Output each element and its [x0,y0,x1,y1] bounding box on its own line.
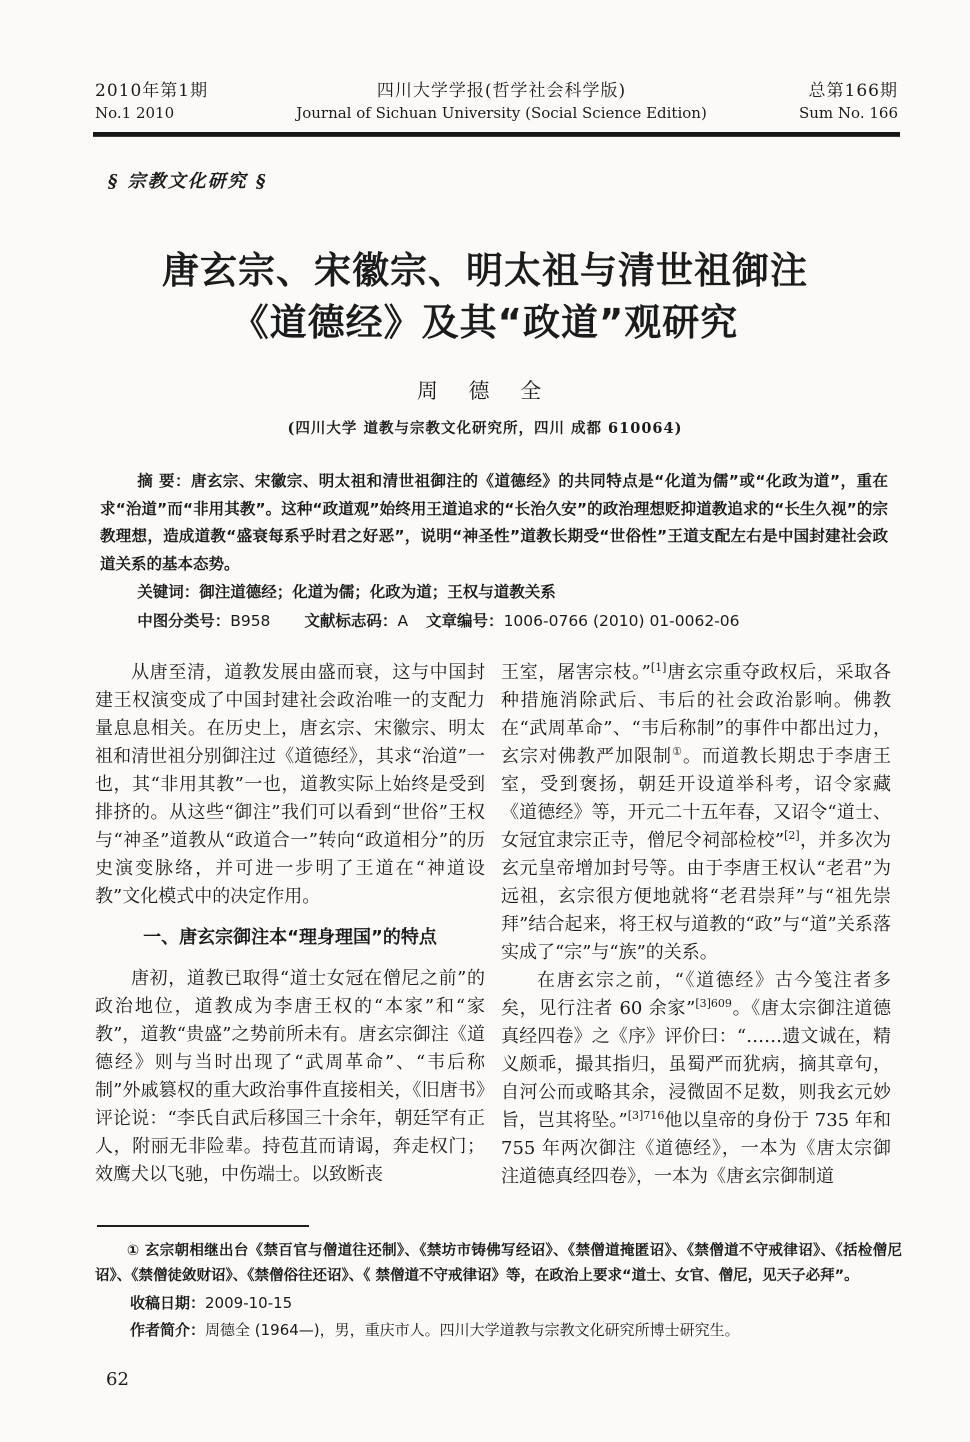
abstract-label: 摘 要： [137,472,191,490]
sum-number-cn: 总第166期 [808,81,898,101]
paragraph: 从唐至清，道教发展由盛而衰，这与中国封建王权演变成了中国封建社会政治唯一的支配力量息息相关。在历史上，唐玄宗、宋徽宗、明太祖和清世祖分别御注过《道德经》，其求“治道”一也，其“非用其教”一也，道教实际上始终是受到排挤的。从这些“御注”我们可以看到“世俗”王权与“神圣”道教从“政道合一”转向“政道相分”的历史演变脉络，并可进一步明了王道在“神道设教”文化模式中的决定作用。 [95,662,485,907]
received-value: 2009-10-15 [205,1294,293,1312]
footnote-divider [97,1225,309,1227]
journal-title-cn: 四川大学学报(哲学社会科学版) [376,81,627,101]
footnote: ① 玄宗朝相继出台《禁百官与僧道往还制》、《禁坊市铸佛写经诏》、《禁僧道掩匿诏》、《禁僧道不守戒律诏》、《括检僧尼诏》、《禁僧徒敛财诏》、《禁僧俗往还诏》、《 禁僧道不守戒律诏》等，在政治上要求“道士、女官、僧尼，见天子必拜”。 [95,1243,902,1284]
issue-number-en: No.1 2010 [95,104,175,122]
bio-label: 作者简介： [130,1321,206,1339]
keywords-text: 御注道德经；化道为儒；化政为道；王权与道教关系 [199,583,556,601]
sum-info [778,80,898,124]
issue-info [95,80,225,124]
article-id-value: 1006-0766 (2010) 01-0062-06 [503,611,740,630]
received-date-line [130,1291,902,1316]
abstract-text: 唐玄宗、宋徽宗、明太祖和清世祖御注的《道德经》的共同特点是“化道为儒”或“化政为道”，重在求“治道”而“非用其教”。这种“政道观”始终用王道追求的“长治久安”的政治理想贬抑道教追求的“长生久视”的宗教理想，造成道教“盛衰每系乎时君之好恶”，说明“神圣性”道教长期受“世俗性”王道支配左右是中国封建社会政道关系的基本态势。 [100,472,888,573]
section-heading-1: 一、唐玄宗御注本“理身理国”的特点 [143,927,437,948]
keywords [100,579,888,607]
section-tag: § 宗教文化研究 § [108,171,268,192]
doc-code-value: A [397,611,409,630]
header-divider [93,132,900,137]
paragraph: 唐初，道教已取得“道士女冠在僧尼之前”的政治地位，道教成为李唐王权的“本家”和“家教”，道教“贵盛”之势前所未有。唐玄宗御注《道德经》则与当时出现了“武周革命”、“韦后称制”外戚篡权的重大政治事件直接相关，《旧唐书》评论说：“李氏自武后移国三十余年，朝廷罕有正人，附丽无非险辈。持苞苴而请谒，奔走权门；效鹰犬以飞驰，中伤端士。以致断丧 [95,968,485,1185]
author-name: 周 德 全 [416,379,554,403]
clc-label: 中图分类号： [137,611,231,630]
article-id-label: 文章编号： [426,611,504,630]
paragraph: 王室，屠害宗枝。”[1]唐玄宗重夺政权后，采取各种措施消除武后、韦后的社会政治影响。佛教在“武周革命”、“韦后称制”的事件中都出过力，玄宗对佛教严加限制①。而道教长期忠于李唐王室，受到褒扬，朝廷开设道举科考，诏令家藏《道德经》等，开元二十五年春，又诏令“道士、女冠宜隶宗正寺，僧尼令祠部检校”[2]，并多次为玄元皇帝增加封号等。由于李唐王权认“老君”为远祖，玄宗很方便地就将“老君崇拜”与“祖先崇拜”结合起来，将王权与道教的“政”与“道”关系落实成了“宗”与“族”的关系。 [501,661,892,963]
author-bio-line [130,1318,902,1343]
sum-number-en: Sum No. 166 [799,104,898,122]
article-meta [100,608,888,636]
received-label: 收稿日期： [130,1294,206,1312]
right-column [501,659,891,1191]
bio-value: 周德全 (1964—)，男，重庆市人。四川大学道教与宗教文化研究所博士研究生。 [205,1321,740,1339]
journal-title [225,80,778,124]
page-number: 62 [106,1369,129,1390]
doc-code-label: 文献标志码： [304,611,398,630]
abstract [100,468,888,578]
journal-header [95,80,898,124]
issue-number-cn: 2010年第1期 [95,81,209,101]
journal-title-en: Journal of Sichuan University (Social Science Edition) [296,104,707,122]
left-column [95,659,485,1191]
article-title [60,245,910,349]
clc-value: B958 [230,611,271,630]
author-affiliation: (四川大学 道教与宗教文化研究所，四川 成都 610064) [287,420,683,437]
keywords-label: 关键词： [137,583,200,601]
article-title-line1: 唐玄宗、宋徽宗、明太祖与清世祖御注 [162,249,808,292]
body-columns [95,659,892,1191]
paragraph: 在唐玄宗之前，“《道德经》古今笺注者多矣，见行注者 60 余家”$^{[3]609}$。《唐太宗御注道德真经四卷》之《序》评价曰：“……遗文诚在，精义颇乖，撮其指归，虽蜀严而犹病，摘其章句，自河公而或略其余，浸微固不足数，则我玄元妙旨，岂其将坠。”$^{[3]716}$他以皇帝的身份于 735 年和 755 年两次御注《道德经》，一本为《唐太宗御注道德真经四卷》，一本为《唐玄宗御制道 [501,970,891,1187]
article-title-line2: 《道德经》及其“政道”观研究 [231,301,739,344]
